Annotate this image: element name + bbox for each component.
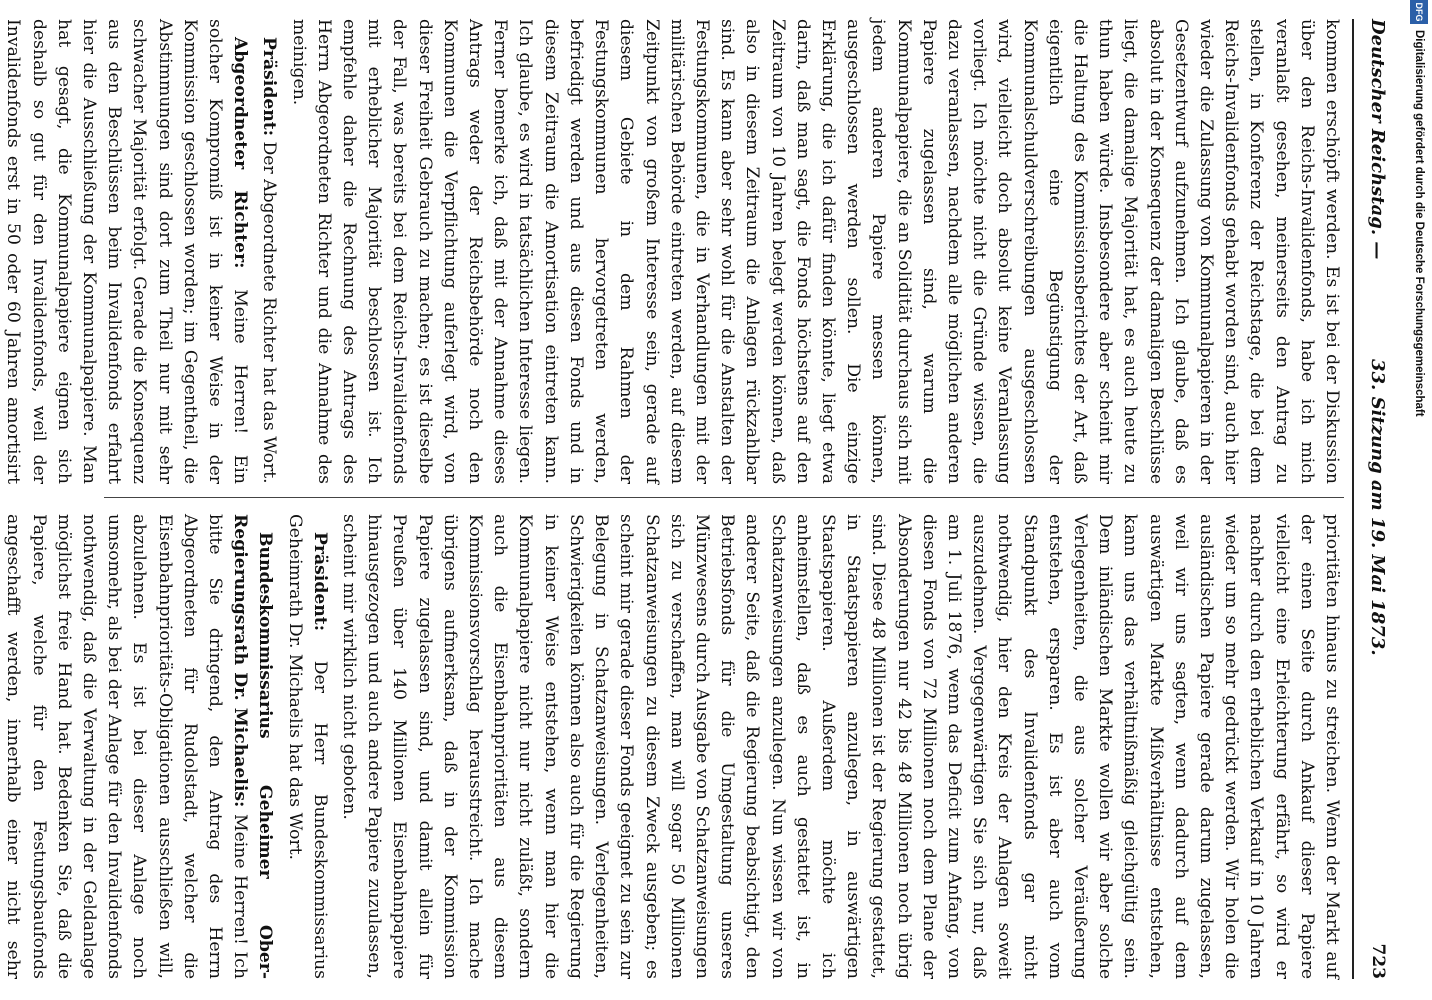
dfg-logo: DFG	[1410, 0, 1428, 24]
funding-notice: Digitalisierung gefördert durch die Deutsche Forschungsgemeinschaft	[1413, 30, 1425, 417]
speaker-label: Präsident:	[309, 532, 330, 632]
president-statement	[256, 19, 281, 484]
speaker-name: Abgeordneter Richter:	[230, 37, 251, 269]
speech-text: Meine Herren! Ich bitte Sie dringend, den Antrag des Herrn Abgeordneten für Rudolstadt, welcher die Eisenbahnprioritäts-Obligationen ausschließen will, abzulehnen. Es ist bei dieser Anlage noch umsomehr, als bei der Anlage für den Invalidenfonds nothwendig, daß die Verwaltung in der Geldanlage möglichst freie Hand hat. Bedenken Sie, daß die Papiere, welche für den Festungsbaufonds angeschafft werden, innerhalb einer nicht sehr	[3, 514, 251, 979]
column-divider	[104, 497, 1344, 498]
body-paragraph: kommen erschöpft werden. Es ist bei der Diskussion über den Reichs-Invalidenfonds, habe ich mich veranlaßt gesehen, meinerseits den Antrag zu stellen, in Konferenz der Reichstage, die bei dem Reichs-Invalidenfonds gehabt worden sind, auch hier wieder die Zulassung von Kommunalpapieren in der Gesetzentwurf aufzunehmen. Ich glaube, daß es absolut in der Konsequenz der damaligen Beschlüsse liegt, die damalige Majorität hat, es auch heute zu thun haben würde. Insbesondere aber scheint mir die Haltung des Kommissionsberichtes der Art, daß eigentlich eine Begünstigung der Kommunalschuldverschreibungen ausgeschlossen wird, vielleicht doch absolut keine Veranlassung vorliegt. Ich möchte nicht die Gründe wissen, die dazu veranlassen, nachdem alle möglichen anderen Papiere zugelassen sind, warum die Kommunalpapiere, die an Solidität durchaus sich mit jedem anderen Papiere messen können, ausgeschlossen werden sollen. Die einzige Erklärung, die ich dafür finden könnte, liegt etwa darin, daß man sagt, die Fonds höchstens auf den Zeitraum von 10 Jahren belegt werden können, daß also in diesem Zeitraum die Anlagen rückzahlbar sind. Es kann aber sehr wohl für die Anstalten der Festungskommunen, die in Verhandlungen mit der militärischen Behörde eintreten werden, auf diesem Zeitpunkt von großem Interesse sein, gerade auf diesem Gebiete in dem Rahmen der Festungskommunen hervorgetreten werden, befriedigt werden und aus diesen Fonds und in diesem Zeitraum die Amortisation eintreten kann. Ich glaube, es wird in tatsächlichen Interesse liegen. Ferner bemerke ich, daß mit der Annahme dieses Antrags weder der Reichsbehörde noch den Kommunen die Verpflichtung auferlegt wird, von dieser Freiheit Gebrauch zu machen; es ist dieselbe der Fall, was bereits bei dem Reichs-Invalidenfonds mit erheblicher Majorität beschlossen ist. Ich empfehle daher die Rechnung des Antrags des Herrn Abgeordneten Richter und die Annahme des meinigen.	[288, 19, 1342, 484]
body-paragraph: prioritäten hinaus zu streichen. Wenn der Markt auf der einen Seite durch Ankauf dieser Papiere vielleicht eine Erleichterung erfährt, so wird er nachher durch den erheblichen Verkauf in 10 Jahren wieder um so mehr gedrückt werden. Wir holen die ausländischen Papiere gerade darum zugelassen, weil wir uns sagten, wenn dadurch auf dem auswärtigen Markte Mißverhältnisse entstehen, kann uns das verhältnißmäßig gleichgültig sein. Dem inländischen Markte wollen wir aber solche Verlegenheiten, die aus solcher Veräußerung entstehen, ersparen. Es ist aber auch vom Standpunkt des Invalidenfonds gar nicht nothwendig, hier den Kreis der Anlagen soweit auszudehnen. Vergegenwärtigen Sie sich nur, daß am 1. Juli 1876, wenn das Deficit zum Anfang, von diesen Fonds von 72 Millionen noch dem Plane der Absonderungen nur 42 bis 48 Millionen noch übrig sind. Diese 48 Millionen ist der Regierung gestattet, in Staatspapieren anzulegen, in auswärtigen Staatspapieren. Außerdem möchte ich anheimstellen, daß es auch gestattet ist, in Schatzanweisungen anzulegen. Nun wissen wir von anderer Seite, daß die Regierung beabsichtigt, den Betriebsfonds für die Umgestaltung unseres Münzwesens durch Ausgabe von Schatzanweisungen sich zu verschaffen, man will sogar 50 Millionen Schatzanweisungen zu diesem Zweck ausgeben; es scheint mir gerade dieser Fonds geeignet zu sein zur Belegung in Schatzanweisungen. Verlegenheiten, Schwierigkeiten können also auch für die Regierung in keiner Weise entstehen, wenn man hier die Kommunalpapiere nicht nur nicht zuläßt, sondern auch die Eisenbahnprioritäten aus diesem Kommissionsvorschlag herausstreicht. Ich mache übrigens aufmerksam, daß in der Kommission Papiere zugelassen sind, und damit allein für Preußen über 140 Millionen Eisenbahnpapiere hinausgezogen und auch andere Papiere zuzulassen, scheint mir wirklich nicht geboten.	[339, 514, 1342, 979]
page-number: 723	[1368, 943, 1388, 979]
header-session-date: 33. Sitzung am 19. Mai 1873.	[1367, 359, 1388, 656]
statement-text: Der Abgeordnete Richter hat das Wort.	[259, 141, 280, 484]
running-header	[1352, 19, 1394, 979]
text-column-left	[3, 19, 1344, 484]
header-publication-title: Deutscher Reichstag. —	[1367, 19, 1388, 260]
statement-text: Der Herr Bundeskommissarius Geheimrath Dr. Michaelis hat das Wort.	[284, 514, 330, 979]
speech-text: Meine Herren! Ein solcher Kompromiß ist in keiner Weise in der Kommission geschlossen worden; im Gegentheil, die Abstimmungen sind dort zum Theil nur mit sehr schwacher Majorität erfolgt. Gerade die Konsequenz aus den Beschlüssen beim Invalidenfonds erfahrt hier die Ausschließung der Kommunalpapiere. Man hat gesagt, die Kommunalpapiere eignen sich deshalb so gut für den Invalidenfonds, weil der Invalidenfonds erst in 50 oder 60 Jahren amortisirt	[3, 19, 251, 484]
speaker-label: Präsident:	[259, 37, 280, 137]
speech-paragraph	[0, 19, 252, 484]
president-statement	[281, 514, 331, 979]
rotated-document-page	[3, 9, 1402, 989]
speech-paragraph	[0, 514, 277, 979]
digitization-banner	[1408, 0, 1430, 1000]
text-column-right	[3, 514, 1344, 979]
speaker-name: Bundeskommissarius Geheimer Ober-Regierungsrath Dr. Michaelis:	[230, 514, 276, 979]
